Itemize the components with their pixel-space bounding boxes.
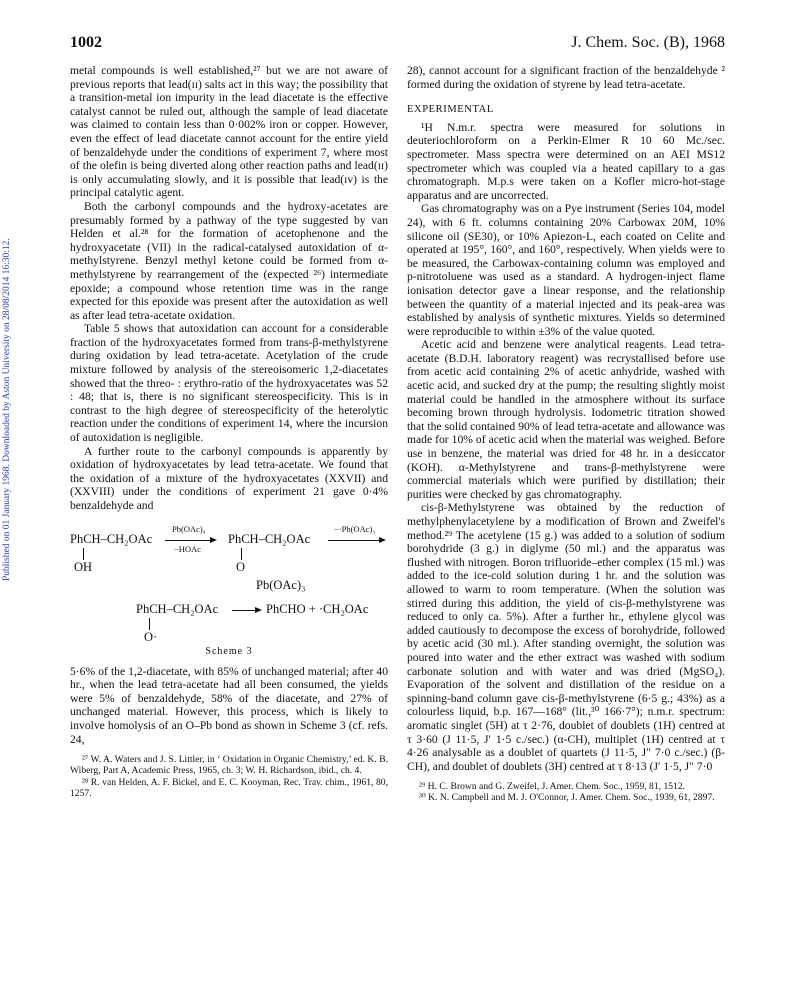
scheme-reactant: PhCH–CH₂OAc	[70, 531, 153, 546]
download-notice-link[interactable]: Published on 01 January 1968. Downloaded by Aston University on 28/08/2014 16:30:12.	[2, 238, 12, 582]
left-column	[70, 64, 388, 799]
arrow-reagent: Pb(OAc)₄	[172, 523, 206, 534]
scheme-lead-group: Pb(OAc)₃	[256, 577, 306, 592]
reaction-arrow	[328, 540, 384, 541]
scheme-intermediate: PhCH–CH₂OAc	[228, 531, 311, 546]
paragraph: Gas chromatography was on a Pye instrument (Series 104, model 24), with 6 ft. columns containing 20% Carbowax 20M, 10% silicone oil (SE30), or 10% Apiezon-L, each coated on Celite and operated at 195°, 160°, and 160°, respectively. When yields were to be measured, the Carbowax-containing column was employed and p-nitrotoluene was used as a standard. A hydrogen-inject flame ionisation detector gave a linear response, and the relationship between the quantity of a material injected and its peak-area was established by analysis of synthetic mixtures. Yields so determined were reproducible to within ±3% of the value quoted.	[407, 202, 725, 338]
paragraph: Both the carbonyl compounds and the hydroxy-acetates are presumably formed by a pathway of the type suggested by van Helden et al.²⁸ for the formation of acetophenone and the hydroxyacetate (VII) in the radical-catalysed autoxidation of α-methylstyrene. Benzyl methyl ketone could be formed from α-methylstyrene by rearrangement of the (expected ²⁶) intermediate epoxide; a compound whose retention time was in the range expected for this epoxide was present after the autoxidation as well as after lead tetra-acetate oxidation.	[70, 199, 388, 322]
bond-line	[83, 548, 84, 560]
right-column	[407, 64, 725, 804]
footnotes	[70, 754, 388, 799]
journal-title: J. Chem. Soc. (B), 1968	[571, 34, 725, 51]
scheme-radical-oxygen: O·	[144, 629, 158, 644]
reaction-scheme	[70, 521, 388, 659]
paragraph: metal compounds is well established,²⁷ but we are not aware of previous reports that lead(ɪɪ) salts act in this way; the possibility that a transition-metal ion impurity in the lead diacetate is the effective catalyst cannot be ruled out, although the sample of lead diacetate was claimed to contain less than 0·002% iron or copper. However, even the effect of lead diacetate cannot account for the entire yield of benzaldehyde under the conditions of experiment 7, where most of the olefin is being diverted along other reaction paths and lead(ɪɪ) is only accumulating slowly, and it is possible that lead(ɪv) is the principal catalytic agent.	[70, 64, 388, 200]
footnote: ²⁸ R. van Helden, A. F. Bickel, and E. C. Kooyman, Rec. Trav. chim., 1961, 80, 1257.	[70, 776, 388, 799]
scheme-caption: Scheme 3	[205, 645, 253, 657]
paragraph: 28), cannot account for a significant fraction of the benzaldehyde ² formed during the oxidation of styrene by lead tetra-acetate.	[407, 64, 725, 91]
scheme-oxygen: O	[236, 559, 246, 574]
scheme-products: PhCHO + ·CH₂OAc	[266, 601, 369, 616]
paragraph: Table 5 shows that autoxidation can account for a considerable fraction of the hydroxyacetates formed from trans-β-methylstyrene during oxidation by lead tetra-acetate. Acetylation of the crude mixture followed by analysis of the stereoisomeric 1,2-diacetates showed that the threo- : erythro-ratio of the hydroxyacetates was 52 : 48; that is, there is no significant stereospecificity. This is in contrast to the high degree of stereospecificity of the heterolytic reaction under the conditions of experiment 14, where the incursion of autoxidation is negligible.	[70, 322, 388, 445]
arrow-byproduct: −HOAc	[174, 543, 201, 554]
bond-line	[241, 548, 242, 560]
page-number: 1002	[70, 34, 102, 51]
reaction-arrow	[232, 610, 260, 611]
footnote: ²⁷ W. A. Waters and J. S. Littler, in ‘ Oxidation in Organic Chemistry,’ ed. K. B. Wiberg, Part A, Academic Press, 1965, ch. 3; W. H. Richardson, ibid., ch. 4.	[70, 754, 388, 777]
paragraph: 5·6% of the 1,2-diacetate, with 85% of unchanged material; after 40 hr., when the lead tetra-acetate had all been consumed, the yields were 5% of benzaldehyde, 58% of the diacetate, and 27% of unchanged material. However, this process, which is likely to involve homolysis of an O–Pb bond as shown in Scheme 3 (cf. refs. 24,	[70, 664, 388, 746]
paragraph: A further route to the carbonyl compounds is apparently by oxidation of hydroxyacetates by lead tetra-acetate. We found that the oxidation of a mixture of the hydroxyacetates (XXVII) and (XXVIII) under the conditions of experiment 21 gave 0·4% benzaldehyde and	[70, 444, 388, 512]
paragraph: cis-β-Methylstyrene was obtained by the reduction of methylphenylacetylene by a modification of Brown and Zweifel's method.²⁹ The acetylene (15 g.) was added to a solution of sodium borohydride (3 g.) in diglyme (50 ml.) and the apparatus was flushed with nitrogen. Boron trifluoride–ether complex (15 ml.) was added to the ice-cold solution during 1 hr. and the solution was allowed to warm to room temperature. (When the solution was stirred during this addition, the yield of cis-β-methylstyrene was reduced to only ca. 5%). After a further hr., ethylene glycol was added cautiously to decompose the excess of borohydride, followed by acetic acid (30 ml.). After standing overnight, the solution was poured into water and the ether extract was washed with sodium carbonate solution and with water and was dried (MgSO₄). Evaporation of the solvent and distillation of the residue on a spinning-band column gave cis-β-methylstyrene (6·5 g.; 43%) as a colourless liquid, b.p. 167—168° (lit.,³⁰ 166·7°); n.m.r. spectrum: aromatic singlet (5H) at τ 2·76, doublet of doublets (1H) centred at τ 3·60 (J 11·5, J′ 1·5 c./sec.) (α-CH), multiplet (1H) centred at τ 4·26 analysable as a doublet of quartets (J 11·5, J″ 7·0 c./sec.) (β-CH), and doublet of doublets (3H) centred at τ 8·13 (J′ 1·5, J″ 7·0	[407, 501, 725, 773]
footnote: ³⁰ K. N. Campbell and M. J. O'Connor, J. Amer. Chem. Soc., 1939, 61, 2897.	[419, 792, 715, 804]
footnote: ²⁹ H. C. Brown and G. Zweifel, J. Amer. Chem. Soc., 1959, 81, 1512.	[419, 781, 686, 793]
scheme-alkoxy-radical: PhCH–CH₂OAc	[136, 601, 219, 616]
section-heading: EXPERIMENTAL	[407, 104, 494, 116]
arrow-byproduct: −·Pb(OAc)₃	[334, 523, 376, 534]
bond-line	[149, 618, 150, 630]
scheme-hydroxyl: OH	[74, 559, 93, 574]
footnotes	[407, 781, 725, 803]
paragraph: ¹H N.m.r. spectra were measured for solutions in deuteriochloroform on a Perkin-Elmer R 10 60 Mc./sec. spectrometer. Mass spectra were determined on an AEI MS12 spectrometer which was coupled via a heated capillary to a gas chromatograph. M.p.s were taken on a Kofler micro-hot-stage apparatus and are uncorrected.	[407, 120, 725, 202]
page-header	[70, 34, 725, 56]
reaction-arrow	[165, 540, 215, 541]
paragraph: Acetic acid and benzene were analytical reagents. Lead tetra-acetate (B.D.H. laboratory reagent) was recrystallised before use from acetic acid containing 2% of acetic anhydride, washed with acetic acid, and sucked dry at the pump; the resulting slightly moist material could be handled in the atmosphere without its surface becoming brown through hydrolysis. Iodometric titration showed that the solid contained 90% of lead tetra-acetate and allowance was made for 10% of acetic acid when the material was weighed. Before use in benzene, the material was dried for 48 hr. in a desiccator (KOH). α-Methylstyrene and trans-β-methylstyrene were commercial materials which were purified by distillation; their purities were checked by gas chromatography.	[407, 338, 725, 501]
